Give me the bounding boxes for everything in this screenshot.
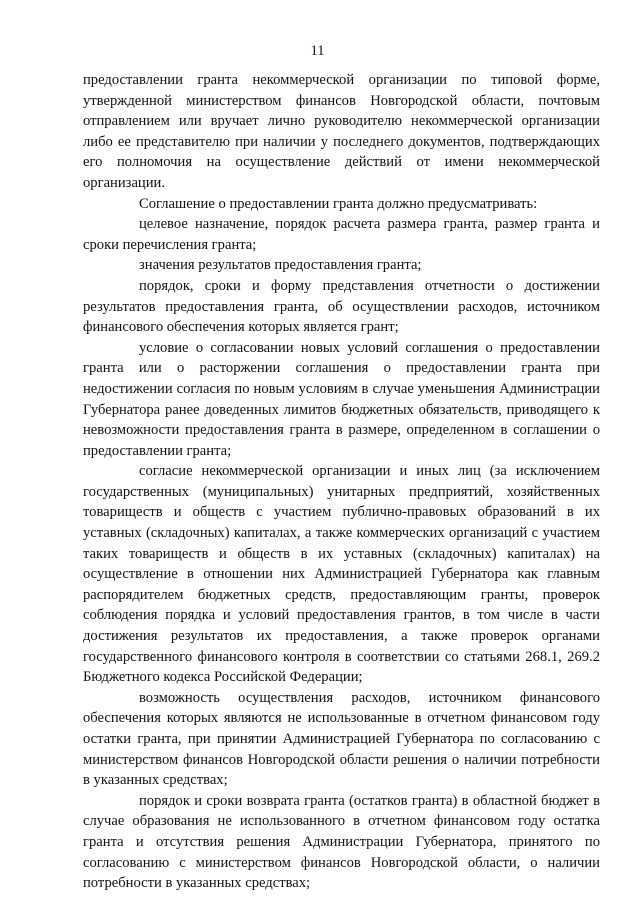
paragraph-6: условие о согласовании новых условий соглашения о предоставлении гранта или о расторжении соглашения о предоставлении гранта при недостижении согласия по новым условиям в случае уменьшения Администрации Губернатора ранее доведенных лимитов бюджетных обязательств, приводящего к невозможности предоставления гранта в размере, определенном в соглашении о предоставлении гранта; bbox=[83, 339, 600, 459]
paragraph-5: порядок, сроки и форму представления отчетности о достижении результатов предоставления гранта, об осуществлении расходов, источником финансового обеспечения которых является грант; bbox=[83, 277, 600, 336]
paragraph-1: предоставлении гранта некоммерческой организации по типовой форме, утвержденной министерством финансов Новгородской области, почтовым отправлением или вручает лично руководителю некоммерческой организации либо ее представителю при наличии у последнего документов, подтверждающих его полномочия на осуществление действий от имени некоммерческой организации. bbox=[83, 72, 600, 191]
paragraph-7: согласие некоммерческой организации и иных лиц (за исключением государственных (муниципальных) унитарных предприятий, хозяйственных товариществ и обществ с участием публично-правовых образований в их уставных (складочных) капиталах, а также коммерческих организаций с участием таких товариществ и обществ в их уставных (складочных) капиталах) на осуществление в отношении них Администрацией Губернатора как главным распорядителем бюджетных средств, предоставляющим гранты, проверок соблюдения порядка и условий предоставления грантов, в том числе в части достижения результатов их предоставления, а также проверок органами государственного финансового контроля в соответствии со статьями 268.1, 269.2 Бюджетного кодекса Российской Федерации; bbox=[83, 463, 600, 686]
paragraph-2: Соглашение о предоставлении гранта должно предусматривать: bbox=[139, 195, 538, 212]
paragraph-9: порядок и сроки возврата гранта (остатков гранта) в областной бюджет в случае образования не использованного в отчетном финансовом году остатка гранта и отсутствия решения Администрации Губернатора, принятого по согласованию с министерством финансов Новгородской области, о наличии потребности в указанных средствах; bbox=[83, 792, 600, 892]
paragraph-3: целевое назначение, порядок расчета размера гранта, размер гранта и сроки перечисления гранта; bbox=[83, 216, 600, 253]
document-body bbox=[83, 70, 600, 894]
paragraph-8: возможность осуществления расходов, источником финансового обеспечения которых являются не использованные в отчетном финансовом году остатки гранта, при принятии Администрацией Губернатора по согласованию с министерством финансов Новгородской области решения о наличии потребности в указанных средствах; bbox=[83, 689, 600, 789]
paragraph-4: значения результатов предоставления гранта; bbox=[139, 257, 422, 274]
page-number: 11 bbox=[310, 43, 325, 59]
